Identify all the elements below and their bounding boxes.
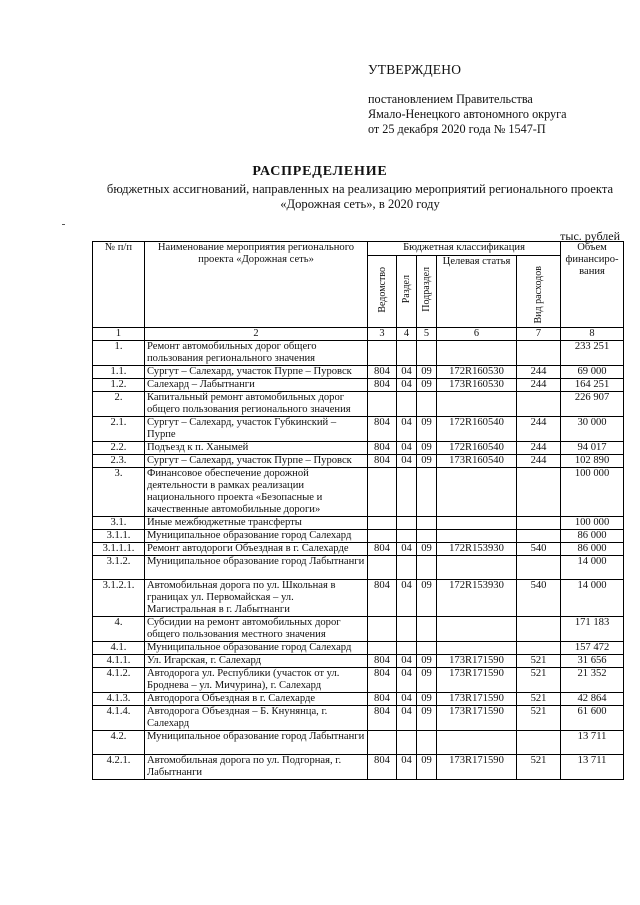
row-dept: 804 xyxy=(368,706,397,731)
row-subsection xyxy=(417,642,437,655)
row-exp-type: 521 xyxy=(517,693,561,706)
row-subsection: 09 xyxy=(417,755,437,780)
row-dept: 804 xyxy=(368,366,397,379)
row-amount: 13 711 xyxy=(561,755,624,780)
table-row xyxy=(93,556,624,580)
row-name: Автодорога Объездная – Б. Кнунянца, г. Салехард xyxy=(145,706,368,731)
row-subsection: 09 xyxy=(417,442,437,455)
row-target xyxy=(437,731,517,755)
row-num: 4.1. xyxy=(93,642,145,655)
row-target: 172R160540 xyxy=(437,417,517,442)
row-section: 04 xyxy=(397,455,417,468)
row-exp-type xyxy=(517,556,561,580)
row-name: Подъезд к п. Ханымей xyxy=(145,442,368,455)
decree-line: Ямало-Ненецкого автономного округа xyxy=(368,107,567,121)
row-name: Ремонт автомобильных дорог общего пользования регионального значения xyxy=(145,341,368,366)
row-section: 04 xyxy=(397,366,417,379)
row-dept: 804 xyxy=(368,655,397,668)
header-exp-type: Вид расходов xyxy=(533,265,545,323)
header-exp-type-cell xyxy=(517,256,561,328)
row-subsection xyxy=(417,341,437,366)
row-exp-type xyxy=(517,392,561,417)
row-subsection: 09 xyxy=(417,668,437,693)
row-subsection: 09 xyxy=(417,455,437,468)
table-row xyxy=(93,755,624,780)
row-exp-type: 540 xyxy=(517,543,561,556)
row-exp-type: 521 xyxy=(517,706,561,731)
row-subsection: 09 xyxy=(417,693,437,706)
header-budget-classification: Бюджетная классификация xyxy=(368,242,561,256)
row-num: 3.1.2. xyxy=(93,556,145,580)
row-exp-type: 521 xyxy=(517,668,561,693)
row-amount: 69 000 xyxy=(561,366,624,379)
row-target: 173R160530 xyxy=(437,379,517,392)
row-subsection: 09 xyxy=(417,417,437,442)
row-target: 172R153930 xyxy=(437,543,517,556)
table-row xyxy=(93,366,624,379)
row-section: 04 xyxy=(397,655,417,668)
col-number: 5 xyxy=(417,328,437,341)
row-dept xyxy=(368,392,397,417)
row-target xyxy=(437,517,517,530)
row-subsection xyxy=(417,731,437,755)
col-number: 7 xyxy=(517,328,561,341)
row-target xyxy=(437,617,517,642)
row-amount: 86 000 xyxy=(561,543,624,556)
row-dept xyxy=(368,530,397,543)
row-num: 3.1.2.1. xyxy=(93,580,145,617)
table-row xyxy=(93,543,624,556)
row-name: Ремонт автодороги Объездная в г. Салехарде xyxy=(145,543,368,556)
col-number: 1 xyxy=(93,328,145,341)
row-dept xyxy=(368,731,397,755)
row-dept: 804 xyxy=(368,755,397,780)
table-row xyxy=(93,468,624,517)
row-amount: 157 472 xyxy=(561,642,624,655)
approved-stamp: УТВЕРЖДЕНО xyxy=(368,62,462,77)
table-row xyxy=(93,731,624,755)
header-section: Раздел xyxy=(401,275,412,304)
row-subsection: 09 xyxy=(417,655,437,668)
row-target: 172R160530 xyxy=(437,366,517,379)
row-target: 173R171590 xyxy=(437,693,517,706)
row-section: 04 xyxy=(397,693,417,706)
row-amount: 31 656 xyxy=(561,655,624,668)
row-name: Иные межбюджетные трансферты xyxy=(145,517,368,530)
decree-line: от 25 декабря 2020 года № 1547-П xyxy=(368,122,546,136)
row-dept: 804 xyxy=(368,417,397,442)
row-name: Автомобильная дорога по ул. Подгорная, г. Лабытнанги xyxy=(145,755,368,780)
table-row xyxy=(93,455,624,468)
row-section: 04 xyxy=(397,417,417,442)
row-section xyxy=(397,556,417,580)
row-num: 2.2. xyxy=(93,442,145,455)
col-number: 8 xyxy=(561,328,624,341)
row-target xyxy=(437,530,517,543)
row-exp-type: 521 xyxy=(517,755,561,780)
row-num: 4.1.1. xyxy=(93,655,145,668)
row-target xyxy=(437,392,517,417)
row-amount: 30 000 xyxy=(561,417,624,442)
row-dept: 804 xyxy=(368,693,397,706)
row-exp-type: 540 xyxy=(517,580,561,617)
row-target: 173R160540 xyxy=(437,455,517,468)
row-section xyxy=(397,341,417,366)
row-name: Автодорога Объездная в г. Салехарде xyxy=(145,693,368,706)
col-number: 4 xyxy=(397,328,417,341)
row-subsection xyxy=(417,530,437,543)
row-target xyxy=(437,556,517,580)
table-row xyxy=(93,379,624,392)
row-subsection xyxy=(417,556,437,580)
row-section xyxy=(397,517,417,530)
header-amount: Объем финансиро-вания xyxy=(561,242,624,328)
row-name: Муниципальное образование город Лабытнанги xyxy=(145,556,368,580)
row-target: 173R171590 xyxy=(437,755,517,780)
row-num: 2. xyxy=(93,392,145,417)
row-subsection xyxy=(417,617,437,642)
row-amount: 233 251 xyxy=(561,341,624,366)
row-section: 04 xyxy=(397,442,417,455)
row-section xyxy=(397,731,417,755)
row-name: Салехард – Лабытнанги xyxy=(145,379,368,392)
row-section: 04 xyxy=(397,379,417,392)
row-num: 1.1. xyxy=(93,366,145,379)
row-dept xyxy=(368,341,397,366)
row-subsection xyxy=(417,517,437,530)
row-num: 2.3. xyxy=(93,455,145,468)
row-exp-type: 521 xyxy=(517,655,561,668)
header-target: Целевая статья xyxy=(437,256,517,328)
table-row xyxy=(93,517,624,530)
row-name: Муниципальное образование город Салехард xyxy=(145,642,368,655)
row-amount: 100 000 xyxy=(561,517,624,530)
row-exp-type xyxy=(517,617,561,642)
row-exp-type: 244 xyxy=(517,366,561,379)
row-amount: 86 000 xyxy=(561,530,624,543)
row-num: 1. xyxy=(93,341,145,366)
document-subtitle: бюджетных ассигнований, направленных на реализацию мероприятий регионального проекта «Дорожная сеть», в 2020 году xyxy=(106,182,614,211)
row-subsection xyxy=(417,392,437,417)
row-num: 4.1.3. xyxy=(93,693,145,706)
row-exp-type xyxy=(517,468,561,517)
header-section-cell xyxy=(397,256,417,328)
row-num: 4.2. xyxy=(93,731,145,755)
row-subsection: 09 xyxy=(417,379,437,392)
row-amount: 94 017 xyxy=(561,442,624,455)
row-name: Сургут – Салехард, участок Губкинский – Пурпе xyxy=(145,417,368,442)
row-dept xyxy=(368,617,397,642)
row-exp-type xyxy=(517,530,561,543)
decree-reference xyxy=(368,92,567,137)
row-dept: 804 xyxy=(368,442,397,455)
row-amount: 14 000 xyxy=(561,556,624,580)
row-exp-type xyxy=(517,642,561,655)
row-section: 04 xyxy=(397,668,417,693)
row-amount: 13 711 xyxy=(561,731,624,755)
row-dept xyxy=(368,642,397,655)
header-name: Наименование мероприятия регионального проекта «Дорожная сеть» xyxy=(145,242,368,328)
table-row xyxy=(93,617,624,642)
row-name: Ул. Игарская, г. Салехард xyxy=(145,655,368,668)
row-amount: 226 907 xyxy=(561,392,624,417)
column-numbers-row xyxy=(93,328,624,341)
row-num: 4. xyxy=(93,617,145,642)
row-exp-type xyxy=(517,341,561,366)
row-name: Субсидии на ремонт автомобильных дорог общего пользования местного значения xyxy=(145,617,368,642)
header-dept-cell xyxy=(368,256,397,328)
row-subsection: 09 xyxy=(417,706,437,731)
row-target: 172R153930 xyxy=(437,580,517,617)
table-row xyxy=(93,642,624,655)
decree-line: постановлением Правительства xyxy=(368,92,533,106)
row-subsection: 09 xyxy=(417,543,437,556)
row-name: Сургут – Салехард, участок Пурпе – Пуровск xyxy=(145,366,368,379)
row-exp-type: 244 xyxy=(517,417,561,442)
units-label: тыс. рублей xyxy=(560,229,620,243)
table-row xyxy=(93,442,624,455)
row-dept: 804 xyxy=(368,379,397,392)
row-num: 2.1. xyxy=(93,417,145,442)
distribution-table xyxy=(92,241,624,780)
row-section xyxy=(397,617,417,642)
row-name: Автодорога ул. Республики (участок от ул. Броднева – ул. Мичурина), г. Салехард xyxy=(145,668,368,693)
row-section xyxy=(397,468,417,517)
row-num: 3. xyxy=(93,468,145,517)
row-name: Автомобильная дорога по ул. Школьная в границах ул. Первомайская – ул. Магистральная в г. Лабытнанги xyxy=(145,580,368,617)
row-exp-type xyxy=(517,731,561,755)
row-target xyxy=(437,468,517,517)
row-subsection: 09 xyxy=(417,366,437,379)
row-amount: 14 000 xyxy=(561,580,624,617)
row-section: 04 xyxy=(397,706,417,731)
document-title: РАСПРЕДЕЛЕНИЕ xyxy=(252,164,388,179)
row-dept xyxy=(368,468,397,517)
row-section xyxy=(397,642,417,655)
margin-mark xyxy=(62,224,65,225)
row-target: 173R171590 xyxy=(437,706,517,731)
table-row xyxy=(93,580,624,617)
row-dept: 804 xyxy=(368,455,397,468)
row-exp-type: 244 xyxy=(517,379,561,392)
row-num: 3.1. xyxy=(93,517,145,530)
row-amount: 164 251 xyxy=(561,379,624,392)
row-name: Финансовое обеспечение дорожной деятельности в рамках реализации национального проекта «Безопасные и качественные автомобильные дороги» xyxy=(145,468,368,517)
table-row xyxy=(93,530,624,543)
row-subsection xyxy=(417,468,437,517)
row-name: Сургут – Салехард, участок Пурпе – Пуровск xyxy=(145,455,368,468)
header-subsection: Подраздел xyxy=(421,267,432,312)
row-target: 172R160540 xyxy=(437,442,517,455)
row-amount: 42 864 xyxy=(561,693,624,706)
row-subsection: 09 xyxy=(417,580,437,617)
header-subsection-cell xyxy=(417,256,437,328)
table-row xyxy=(93,392,624,417)
table-row xyxy=(93,668,624,693)
row-num: 3.1.1. xyxy=(93,530,145,543)
row-dept xyxy=(368,517,397,530)
row-target xyxy=(437,341,517,366)
row-dept: 804 xyxy=(368,668,397,693)
row-amount: 21 352 xyxy=(561,668,624,693)
row-num: 1.2. xyxy=(93,379,145,392)
row-target: 173R171590 xyxy=(437,668,517,693)
col-number: 6 xyxy=(437,328,517,341)
row-amount: 61 600 xyxy=(561,706,624,731)
row-exp-type xyxy=(517,517,561,530)
row-name: Муниципальное образование город Лабытнанги xyxy=(145,731,368,755)
header-num: № п/п xyxy=(93,242,145,328)
row-dept: 804 xyxy=(368,543,397,556)
row-section xyxy=(397,530,417,543)
row-num: 4.1.2. xyxy=(93,668,145,693)
table-row xyxy=(93,417,624,442)
table-row xyxy=(93,655,624,668)
col-number: 2 xyxy=(145,328,368,341)
row-section: 04 xyxy=(397,543,417,556)
table-row xyxy=(93,341,624,366)
header-dept: Ведомство xyxy=(376,266,388,313)
row-amount: 100 000 xyxy=(561,468,624,517)
row-section: 04 xyxy=(397,580,417,617)
row-exp-type: 244 xyxy=(517,442,561,455)
row-name: Капитальный ремонт автомобильных дорог общего пользования регионального значения xyxy=(145,392,368,417)
row-name: Муниципальное образование город Салехард xyxy=(145,530,368,543)
col-number: 3 xyxy=(368,328,397,341)
row-exp-type: 244 xyxy=(517,455,561,468)
row-num: 4.1.4. xyxy=(93,706,145,731)
row-amount: 171 183 xyxy=(561,617,624,642)
row-amount: 102 890 xyxy=(561,455,624,468)
table-row xyxy=(93,693,624,706)
row-section xyxy=(397,392,417,417)
row-num: 3.1.1.1. xyxy=(93,543,145,556)
table-row xyxy=(93,706,624,731)
row-num: 4.2.1. xyxy=(93,755,145,780)
row-section: 04 xyxy=(397,755,417,780)
row-dept: 804 xyxy=(368,580,397,617)
row-target: 173R171590 xyxy=(437,655,517,668)
row-target xyxy=(437,642,517,655)
row-dept xyxy=(368,556,397,580)
